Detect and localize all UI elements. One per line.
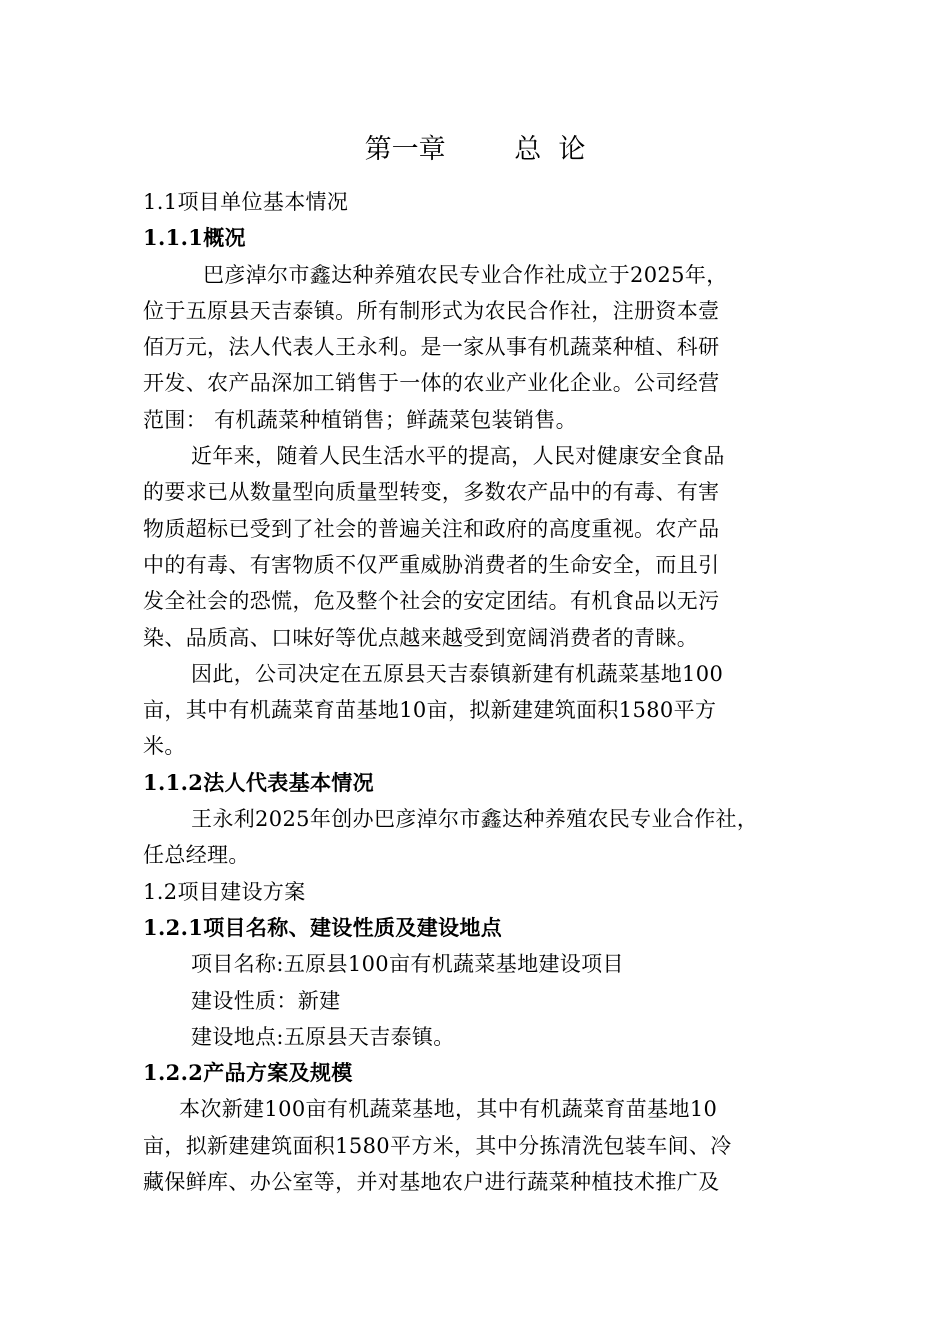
subsection-heading: 1.2.1项目名称、建设性质及建设地点	[143, 914, 503, 940]
body-text-line: 王永利2025年创办巴彦淖尔市鑫达种养殖农民专业合作社，	[191, 807, 759, 832]
body-text-line: 亩，拟新建建筑面积1580平方米，其中分拣清洗包装车间、冷	[143, 1133, 732, 1158]
body-text-line: 开发、农产品深加工销售于一体的农业产业化企业。公司经营	[143, 371, 720, 396]
body-text-line: 建设性质：新建	[191, 988, 341, 1013]
body-text-line: 藏保鲜库、办公室等，并对基地农户进行蔬菜种植技术推广及	[143, 1170, 720, 1195]
body-text-line: 亩，其中有机蔬菜育苗基地10亩，拟新建建筑面积1580平方	[143, 698, 717, 723]
body-text-line: 任总经理。	[143, 843, 250, 868]
body-text-line: 发全社会的恐慌，危及整个社会的安定团结。有机食品以无污	[143, 589, 720, 614]
body-text-line: 建设地点:五原县天吉泰镇。	[191, 1024, 455, 1049]
subsection-heading: 1.1.1概况	[143, 225, 246, 251]
body-text-line: 巴彦淖尔市鑫达种养殖农民专业合作社成立于2025年，	[203, 262, 728, 287]
section-heading: 1.2项目建设方案	[143, 879, 306, 904]
chapter-title: 第一章 总 论	[364, 134, 586, 165]
subsection-heading: 1.1.2法人代表基本情况	[143, 769, 375, 795]
body-text-line: 本次新建100亩有机蔬菜基地，其中有机蔬菜育苗基地10	[179, 1097, 718, 1122]
body-text-line: 位于五原县天吉泰镇。所有制形式为农民合作社，注册资本壹	[143, 298, 720, 323]
body-text-line: 因此，公司决定在五原县天吉泰镇新建有机蔬菜基地100	[191, 661, 724, 686]
body-text-line: 范围： 有机蔬菜种植销售；鲜蔬菜包装销售。	[143, 407, 578, 432]
body-text-line: 物质超标已受到了社会的普遍关注和政府的高度重视。农产品	[143, 516, 720, 541]
body-text-line: 染、品质高、口味好等优点越来越受到宽阔消费者的青睐。	[143, 625, 699, 650]
body-text-line: 中的有毒、有害物质不仅严重威胁消费者的生命安全，而且引	[143, 552, 720, 577]
body-text-line: 近年来，随着人民生活水平的提高，人民对健康安全食品	[191, 444, 725, 469]
document-body	[143, 184, 823, 1200]
body-text-line: 米。	[143, 734, 186, 759]
subsection-heading: 1.2.2产品方案及规模	[143, 1060, 353, 1086]
body-text-line: 佰万元，法人代表人王永利。是一家从事有机蔬菜种植、科研	[143, 335, 720, 360]
body-text-line: 的要求已从数量型向质量型转变，多数农产品中的有毒、有害	[143, 480, 720, 505]
section-heading: 1.1项目单位基本情况	[143, 190, 349, 214]
body-text-line: 项目名称:五原县100亩有机蔬菜基地建设项目	[191, 952, 624, 977]
